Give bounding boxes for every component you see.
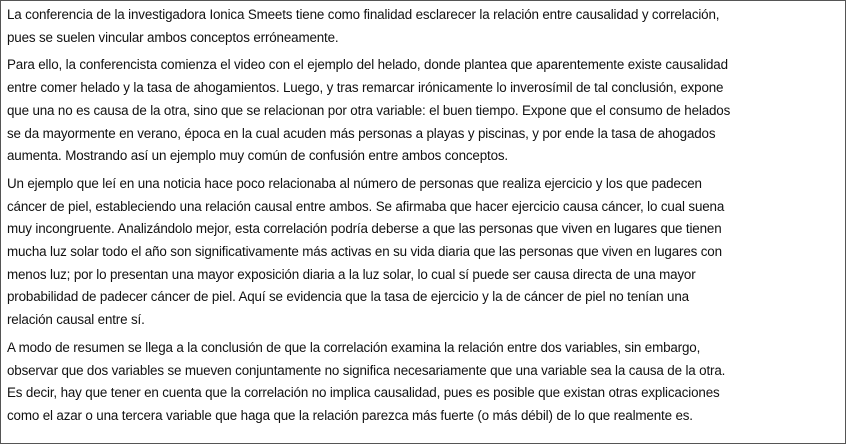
document-body xyxy=(7,4,843,433)
text-line: relación causal entre sí. xyxy=(7,312,145,328)
text-line: probabilidad de padecer cáncer de piel. Aquí se evidencia que la tasa de ejercicio y la de cáncer de piel no tenían una xyxy=(7,289,689,305)
text-line: observar que dos variables se mueven conjuntamente no significa necesariamente que una variable sea la causa de la otra. xyxy=(7,362,726,378)
text-line: que una no es causa de la otra, sino que se relacionan por otra variable: el buen tiempo. Expone que el consumo de helados xyxy=(7,102,731,118)
text-line: cáncer de piel, estableciendo una relación causal entre ambos. Se afirmaba que hacer ejercicio causa cáncer, lo cual suena xyxy=(7,198,725,214)
text-line: aumenta. Mostrando así un ejemplo muy común de confusión entre ambos conceptos. xyxy=(7,148,509,164)
paragraph-ice-cream-example xyxy=(7,54,843,168)
paragraph-summary xyxy=(7,337,843,428)
paragraph-exercise-example xyxy=(7,173,843,332)
text-line: Un ejemplo que leí en una noticia hace poco relacionaba al número de personas que realiza ejercicio y los que padecen xyxy=(7,175,702,191)
text-line: pues se suelen vincular ambos conceptos erróneamente. xyxy=(7,29,339,45)
text-line: como el azar o una tercera variable que haga que la relación parezca más fuerte (o más débil) de lo que realmente es. xyxy=(7,407,693,423)
text-line: muy incongruente. Analizándolo mejor, esta correlación podría deberse a que las personas que viven en lugares que tienen xyxy=(7,221,722,237)
text-line: mucha luz solar todo el año son significativamente más activas en su vida diaria que las personas que viven en lugares con xyxy=(7,244,722,260)
text-line: La conferencia de la investigadora Ionica Smeets tiene como finalidad esclarecer la relación entre causalidad y correlación, xyxy=(7,7,720,22)
text-line: entre comer helado y la tasa de ahogamientos. Luego, y tras remarcar irónicamente lo inverosímil de tal conclusión, expone xyxy=(7,80,724,96)
text-line: Para ello, la conferencista comienza el video con el ejemplo del helado, donde plantea que aparentemente existe causalidad xyxy=(7,57,728,73)
text-line: Es decir, hay que tener en cuenta que la correlación no implica causalidad, pues es posible que existan otras explicaciones xyxy=(7,385,720,401)
paragraph-intro xyxy=(7,4,843,49)
text-line: menos luz; por lo presentan una mayor exposición diaria a la luz solar, lo cual sí puede ser causa directa de una mayor xyxy=(7,266,696,282)
text-line: se da mayormente en verano, época en la cual acuden más personas a playas y piscinas, y por ende la tasa de ahogados xyxy=(7,125,716,141)
text-line: A modo de resumen se llega a la conclusión de que la correlación examina la relación entre dos variables, sin embargo, xyxy=(7,339,701,355)
